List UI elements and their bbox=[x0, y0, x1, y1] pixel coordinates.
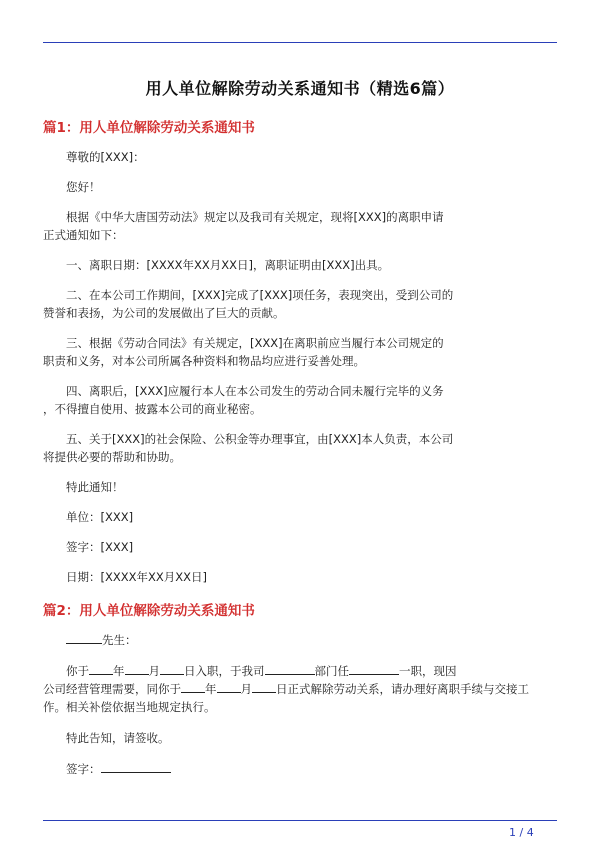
s1-signature: 签字：[XXX] bbox=[66, 540, 134, 554]
name-blank bbox=[66, 631, 102, 644]
day-blank bbox=[252, 680, 276, 693]
s1-item-3-line-2: 职责和义务，对本公司所属各种资料和物品均应进行妥善处理。 bbox=[43, 354, 365, 368]
s2-l1-text: 月 bbox=[148, 664, 160, 678]
s1-closing: 特此通知！ bbox=[66, 480, 124, 494]
s1-greeting: 您好！ bbox=[66, 180, 101, 194]
s1-unit: 单位：[XXX] bbox=[66, 510, 134, 524]
s1-item-1: 一、离职日期：[XXXX年XX月XX日]，离职证明由[XXX]出具。 bbox=[66, 258, 390, 272]
s1-item-4-line-2: ，不得擅自使用、披露本公司的商业秘密。 bbox=[43, 402, 262, 416]
s2-line-1 bbox=[66, 662, 457, 680]
s1-date: 日期：[XXXX年XX月XX日] bbox=[66, 570, 207, 584]
s2-signature bbox=[66, 760, 171, 778]
s2-salutation bbox=[66, 631, 137, 649]
s2-l1-text: 部门任 bbox=[314, 664, 349, 678]
s1-item-3-line-1: 三、根据《劳动合同法》有关规定，[XXX]在离职前应当履行本公司规定的 bbox=[66, 336, 444, 350]
s2-l1-text: 年 bbox=[113, 664, 125, 678]
document-title: 用人单位解除劳动关系通知书（精选6篇） bbox=[145, 79, 455, 98]
s2-l2-text: 日正式解除劳动关系，请办理好离职手续与交接工 bbox=[276, 682, 529, 696]
section-2-heading: 篇2：用人单位解除劳动关系通知书 bbox=[43, 603, 255, 619]
s2-l2-text: 月 bbox=[240, 682, 252, 696]
s1-item-2-line-2: 赞誉和表扬，为公司的发展做出了巨大的贡献。 bbox=[43, 306, 285, 320]
day-blank bbox=[160, 662, 184, 675]
year-blank bbox=[181, 680, 205, 693]
s1-item-2-line-1: 二、在本公司工作期间，[XXX]完成了[XXX]项任务，表现突出，受到公司的 bbox=[66, 288, 454, 302]
s1-item-5-line-1: 五、关于[XXX]的社会保险、公积金等办理事宜，由[XXX]本人负责，本公司 bbox=[66, 432, 454, 446]
section-1-heading: 篇1：用人单位解除劳动关系通知书 bbox=[43, 120, 255, 136]
s1-salutation: 尊敬的[XXX]： bbox=[66, 150, 145, 164]
s2-l2-text: 年 bbox=[205, 682, 217, 696]
s2-l1-text: 一职，现因 bbox=[399, 664, 457, 678]
s2-salutation-suffix: 先生： bbox=[102, 633, 137, 647]
department-blank bbox=[265, 662, 315, 675]
signature-blank bbox=[101, 760, 171, 773]
s2-closing: 特此告知，请签收。 bbox=[66, 731, 170, 745]
page-number: 1 / 4 bbox=[509, 826, 534, 839]
month-blank bbox=[217, 680, 241, 693]
s2-line-3: 作。相关补偿依据当地规定执行。 bbox=[43, 700, 216, 714]
s1-intro-line-2: 正式通知如下： bbox=[43, 228, 124, 242]
s2-signature-label: 签字： bbox=[66, 762, 101, 776]
s1-item-5-line-2: 将提供必要的帮助和协助。 bbox=[43, 450, 181, 464]
s2-l1-text: 你于 bbox=[66, 664, 89, 678]
s1-intro-line-1: 根据《中华大唐国劳动法》规定以及我司有关规定，现将[XXX]的离职申请 bbox=[66, 210, 444, 224]
position-blank bbox=[349, 662, 399, 675]
month-blank bbox=[125, 662, 149, 675]
s2-l2-text: 公司经营管理需要，同你于 bbox=[43, 682, 181, 696]
header-rule bbox=[43, 42, 557, 43]
s2-l1-text: 日入职，于我司 bbox=[184, 664, 265, 678]
year-blank bbox=[89, 662, 113, 675]
footer-rule bbox=[43, 820, 557, 821]
s2-line-2 bbox=[43, 680, 529, 698]
s1-item-4-line-1: 四、离职后，[XXX]应履行本人在本公司发生的劳动合同未履行完毕的义务 bbox=[66, 384, 444, 398]
